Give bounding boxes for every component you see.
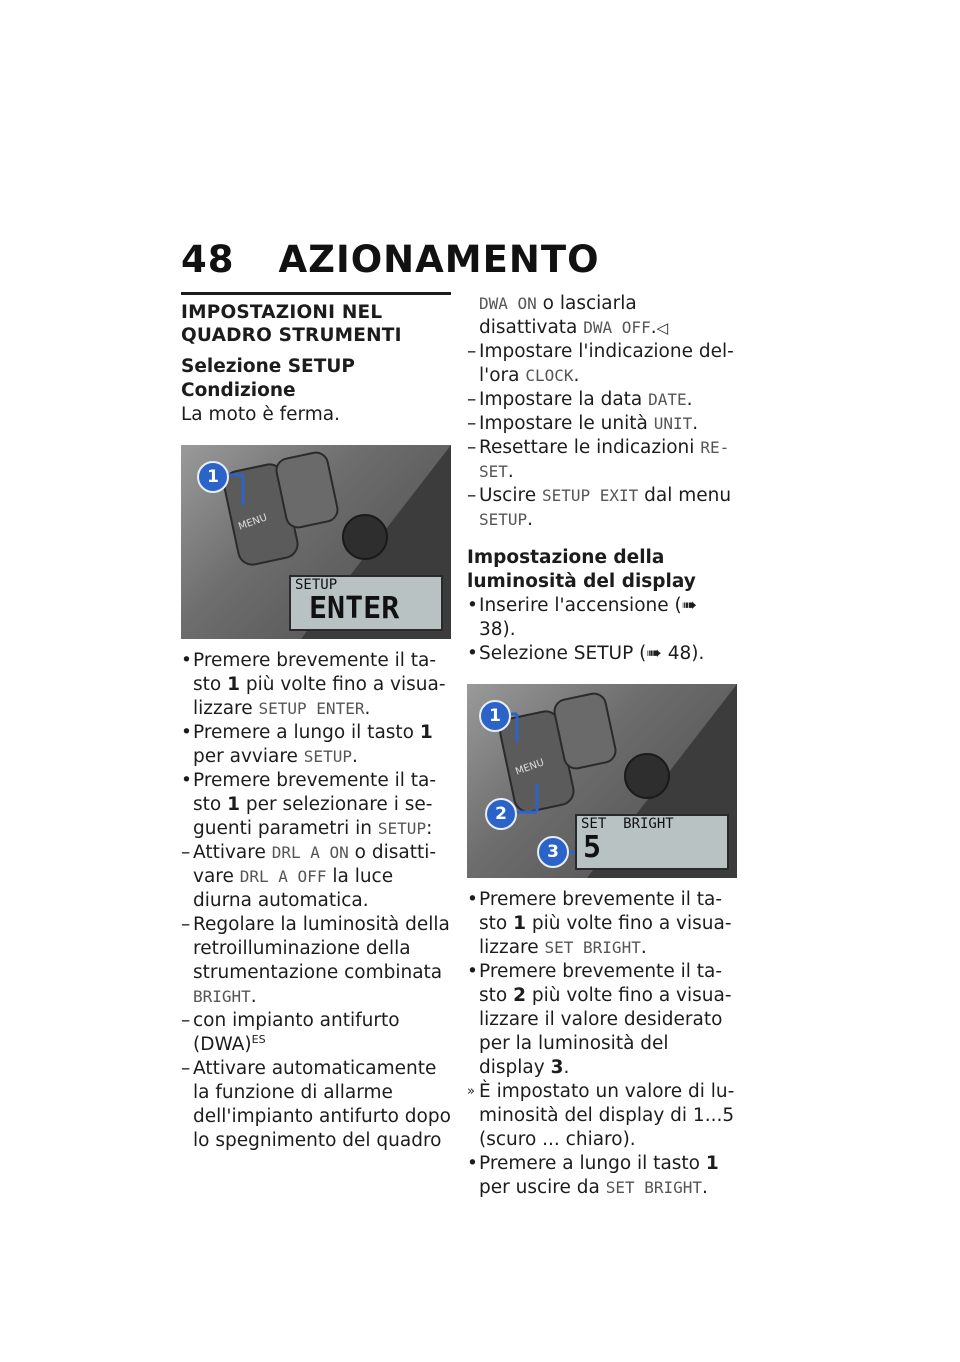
display-code: DRL A ON [271,843,349,862]
bullet-item: • Premere brevemente il ta-sto 1 più volte fino a visua-lizzare SET BRIGHT. [467,889,732,958]
bullet-item: • Premere a lungo il tasto 1 per avviare SETUP. [181,722,433,767]
dash-marker: – [467,437,477,458]
bullet-marker: • [181,770,192,791]
display-code: DWA ON [479,294,537,313]
section-title: IMPOSTAZIONI NEL QUADRO STRUMENTI [181,302,402,346]
dash-marker: – [181,914,191,935]
callout-1: 1 [197,461,229,493]
dash-item: – Regolare la luminosità della retroilluminazione della strumentazione combinata BRIGHT. [181,914,450,1007]
dash-marker: – [181,842,191,863]
dash-item: – Impostare l'indicazione del-l'ora CLOCK. [467,341,734,386]
menu-button-label: MENU [514,757,546,778]
bullet-item: • Premere brevemente il ta-sto 1 più volte fino a visua-lizzare SETUP ENTER. [181,650,446,719]
continued-text: DWA ON o lasciarla disattivata DWA OFF.◁ [479,293,669,338]
display-code: DWA OFF [583,318,651,337]
display-code: DRL A OFF [239,867,327,886]
bullet-marker: • [467,889,478,910]
dash-item: – Attivare automaticamente la funzione di allarme dell'impianto antifurto dopo lo spegnimento del quadro [181,1058,451,1151]
left-column [181,292,451,1153]
callout-1: 1 [479,700,511,732]
display-code: SETUP [377,819,427,838]
display-code: BRIGHT [193,987,251,1006]
display-code: RE-SET [479,438,730,481]
bullet-item: • Premere a lungo il tasto 1 per uscire da SET BRIGHT. [467,1153,719,1198]
callout-2: 2 [485,798,517,830]
dash-item: – Impostare la data DATE. [467,389,693,410]
bullet-marker: • [181,722,192,743]
key-ref: 3 [550,1057,564,1078]
figure-set-bright [467,684,737,878]
bullet-marker: • [181,650,192,671]
display-code: SETUP [303,747,352,766]
display-code: SETUP ENTER [258,699,365,718]
key-ref: 2 [513,985,526,1006]
subheading-setup: Selezione SETUP [181,356,355,377]
lcd-line-2: 5 [583,830,602,865]
subheading-brightness: Impostazione della luminosità del display [467,547,696,592]
dash-marker: – [181,1058,191,1079]
dash-marker: – [467,341,477,362]
lcd-line-1: SETUP [295,577,338,593]
lcd-display [289,575,443,631]
bullet-marker: • [467,643,478,664]
bullet-marker: • [467,961,478,982]
page-ref-arrow-icon: ➠ [681,595,698,616]
lcd-line-2: ENTER [309,591,400,626]
key-ref: 1 [227,794,240,815]
key-ref: 1 [705,1153,719,1174]
bullet-item: • Premere brevemente il ta-sto 1 per selezionare i se-guenti parametri in SETUP: [181,770,437,839]
bullet-item: • Inserire l'accensione (➠ 38). [467,595,698,640]
key-ref: 1 [419,722,433,743]
dash-item: – Attivare DRL A ON o disatti-vare DRL A OFF la luce diurna automatica. [181,842,437,911]
display-code: SETUP EXIT [541,486,639,505]
lcd-display [575,814,729,870]
figure-setup-enter [181,445,451,639]
option-superscript: ES [251,1033,266,1046]
page-number: 48 [181,238,235,281]
dash-marker: – [181,1010,191,1031]
key-ref: 1 [513,913,526,934]
result-item: » È impostato un valore di lu-minosità del display di 1...5 (scuro ... chiaro). [467,1081,735,1150]
display-code: DATE [648,390,687,409]
chapter-title: AZIONAMENTO [278,238,600,281]
dash-item: – Impostare le unità UNIT. [467,413,699,434]
section-rule [181,292,451,295]
bullet-item: • Premere brevemente il ta-sto 2 più volte fino a visua-lizzare il valore desiderato per la luminosità del display 3. [467,961,732,1078]
display-code: SET BRIGHT [544,938,641,957]
dash-item: – Uscire SETUP EXIT dal menu SETUP. [467,485,732,530]
menu-button-label: MENU [237,512,269,533]
display-code: SET BRIGHT [605,1178,703,1197]
key-ref: 1 [227,674,240,695]
display-code: UNIT [653,414,693,433]
callout-3: 3 [537,836,569,868]
right-column [467,292,737,1200]
result-marker-icon: » [467,1084,475,1099]
display-code: SETUP [479,510,528,529]
bullet-marker: • [467,595,478,616]
condition-text: La moto è ferma. [181,404,340,425]
page-ref-arrow-icon: ➠ [646,643,662,664]
dash-item: – con impianto antifurto (DWA)$^{ES}$ [181,1010,400,1055]
end-mark-icon: ◁ [656,319,669,337]
dash-marker: – [467,389,477,410]
lcd-line-1: SET BRIGHT [581,816,674,832]
dash-marker: – [467,485,477,506]
bullet-item: • Selezione SETUP (➠ 48). [467,643,705,664]
bullet-marker: • [467,1153,478,1174]
dash-marker: – [467,413,477,434]
display-code: CLOCK [525,366,574,385]
subheading-condition: Condizione [181,380,296,401]
page-header [181,238,600,281]
dash-item: – Resettare le indicazioni RE-SET. [467,437,730,482]
